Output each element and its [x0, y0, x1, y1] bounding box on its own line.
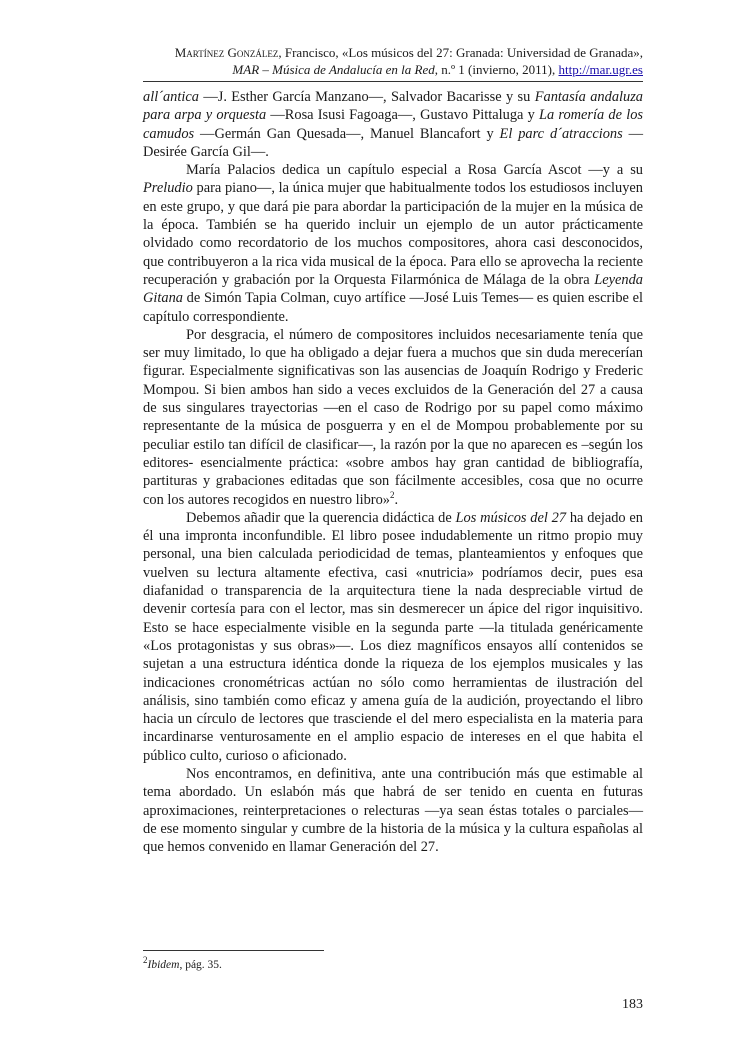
text-run: María Palacios dedica un capítulo especial a Rosa García Ascot —y a su	[186, 162, 643, 179]
text-run: —J. Esther García Manzano—, Salvador Bacarisse y su	[198, 89, 535, 105]
paragraph-1	[143, 88, 643, 161]
footnote-number: 2	[143, 955, 148, 966]
body-text	[143, 88, 643, 856]
header-author: Martínez González	[174, 45, 279, 60]
text-run: de Simón Tapia Colman, cuyo artífice —José Luis Temes— es quien escribe el capítulo correspondiente.	[143, 290, 643, 325]
work-title: La romería de los camudos	[143, 107, 644, 142]
text-run: para piano—, la única mujer que habitualmente todos los estudiosos incluyen en este grupo, y que dará pie para abordar la participación de la mujer en la música de la época. También se ha querido incluir un ejemplo de un autor prácticamente olvidado como recordatorio de los muchos compositores, ahora casi desconocidos, que contribuyeron a la rica vida musical de la época. Para ello se aprovecha la reciente recuperación y grabación por la Orquesta Filarmónica de Málaga de la obra	[143, 180, 643, 288]
page-number: 183	[622, 997, 643, 1012]
paragraph-3	[143, 326, 643, 509]
text-run: —Germán Gan Quesada—, Manuel Blancafort y	[194, 125, 500, 142]
text-run: Nos encontramos, en definitiva, ante una contribución más que estimable al tema abordado. Un eslabón más que habrá de ser tenido en cuenta en futuras aproximaciones, reinterpretaciones o relecturas —ya sean éstas totales o parciales— de ese momento singular y cumbre de la historia de la música y la cultura españolas al que hemos convenido en llamar Generación del 27.	[143, 765, 643, 856]
text-run: —Rosa Isusi Fagoaga—, Gustavo Pittaluga y	[266, 107, 539, 124]
text-run: Debemos añadir que la querencia didáctica de	[186, 509, 456, 526]
footnote	[143, 955, 643, 972]
paragraph-5	[143, 765, 643, 856]
work-title: El parc d´atraccions	[499, 125, 623, 142]
header-journal: MAR – Música de Andalucía en la Red	[232, 62, 435, 77]
header-url-link[interactable]: http://mar.ugr.es	[558, 62, 643, 77]
footnote-text: , pág. 35.	[179, 959, 222, 971]
footnote-marker[interactable]: 2	[389, 489, 395, 500]
work-title: Fantasía andaluza para arpa y orquesta	[143, 89, 643, 124]
header-line-1	[123, 44, 643, 61]
book-title: Los músicos del 27	[455, 509, 567, 526]
header-line-2	[123, 61, 643, 78]
paragraph-2	[143, 161, 643, 326]
paragraph-4	[143, 509, 643, 765]
text-run: .	[394, 491, 399, 508]
text-run: —Desirée García Gil—.	[143, 125, 643, 160]
header-issue: , n.º 1 (invierno, 2011),	[434, 62, 559, 77]
footnote-rule	[143, 950, 324, 951]
work-title: Leyenda Gitana	[143, 271, 643, 307]
work-title: Preludio	[143, 180, 193, 197]
work-title: all´antica	[143, 89, 199, 105]
header-rule	[143, 81, 643, 82]
text-run: ha dejado en él una impronta inconfundible. El libro posee indudablemente un ritmo propio muy personal, una bien calculada periodicidad de temas, planteamientos y enfoques que vuelven su lectura altamente efectiva, casi «nutricia» podríamos decir, pues esa diafanidad o transparencia de la arquitectura tiene la nada despreciable virtud de devenir cortesía para con el lector, mas sin desmerecer un ápice del rigor inquisitivo. Esto se hace especialmente visible en la segunda parte —la titulada genéricamente «Los protagonistas y sus obras»—. Los diez magníficos ensayos allí contenidos se sujetan a una estructura idéntica donde la riqueza de los ejemplos musicales y las indicaciones cronométricas actúan no sólo como herramientas de ilustración del análisis, sino también como eficaz y amena guía de la audición, proyectando el libro hacia un círculo de lectores que trasciende el del mero especialista en la materia para incardinarse venturosamente en el amplio espacio de intereses en el que habita el público culto, curioso o aficionado.	[143, 509, 643, 764]
running-header	[123, 44, 643, 78]
header-citation: , Francisco, «Los músicos del 27: Granada: Universidad de Granada»,	[278, 45, 643, 60]
footnote-ibidem: Ibidem	[147, 959, 180, 971]
text-run: Por desgracia, el número de compositores incluidos necesariamente tenía que ser muy limitado, lo que ha obligado a dejar fuera a muchos que sin duda merecerían figurar. Especialmente significativas son las ausencias de Joaquín Rodrigo y Frederic Mompou. Si bien ambos han sido a veces excluidos de la Generación del 27 a causa de sus singulares trayectorias —en el caso de Rodrigo por su papel como máximo representante de la música de posguerra y en el de Mompou probablemente por su peculiar estilo tan difícil de clasificar—, la razón por la que no aparecen es –según los editores- esencialmente práctica: «sobre ambos hay gran cantidad de bibliografía, partituras y grabaciones editadas que son fácilmente accesibles, cosa que no ocurre con los autores recogidos en nuestro libro»	[143, 326, 643, 508]
